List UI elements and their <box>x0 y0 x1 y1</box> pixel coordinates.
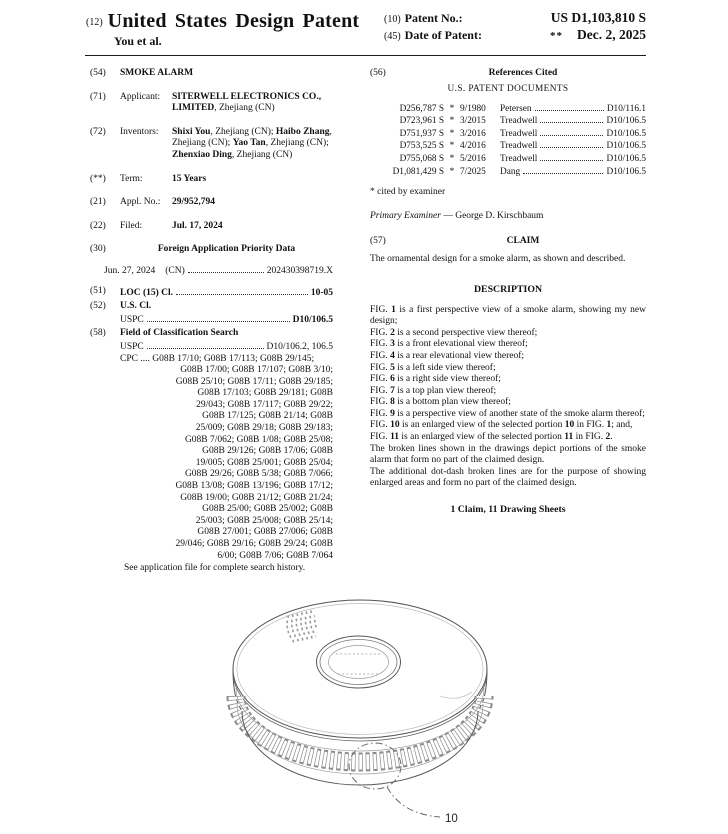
header-divider <box>85 55 646 56</box>
references-heading-entry <box>370 68 646 80</box>
leader-line <box>387 787 440 817</box>
reference-row <box>378 102 646 115</box>
term-extension-asterisks: ** <box>550 30 564 42</box>
field-code-56: (56) <box>370 68 386 78</box>
ref-date: 3/2016 <box>460 128 486 139</box>
ref-name: Treadwell <box>500 128 538 139</box>
patent-no-label: Patent No.: <box>404 11 463 25</box>
code-10: (10) <box>384 14 401 25</box>
figure-description: FIG. 2 is a second perspective view thereof; <box>370 327 538 338</box>
ref-name: Treadwell <box>500 116 538 127</box>
ref-class: D10/106.5 <box>606 153 646 164</box>
filed-entry <box>90 221 333 233</box>
description-heading: DESCRIPTION <box>473 283 543 295</box>
cpc-line: G08B 13/08; G08B 13/196; G08B 17/12; <box>175 481 333 492</box>
ref-class: D10/106.5 <box>606 128 646 139</box>
inventors-entry <box>90 127 333 162</box>
ref-examiner-star: * <box>449 141 455 152</box>
loc-label: LOC (15) Cl. <box>120 287 174 298</box>
cpc-line: G08B 17/00; G08B 17/107; G08B 3/10; <box>180 365 333 376</box>
ref-class: D10/106.5 <box>606 141 646 152</box>
reference-row <box>378 139 646 152</box>
priority-number: 202430398719.X <box>266 265 333 276</box>
cpc-line: G08B 17/103; G08B 29/181; G08B <box>197 388 333 399</box>
authors: You et al. <box>114 34 162 48</box>
appl-no-label: Appl. No.: <box>120 197 161 208</box>
cpc-line: G08B 7/062; G08B 1/08; G08B 25/08; <box>184 434 333 445</box>
dot-dash-statement: The additional dot-dash broken lines are for the purpose of showing enlarged areas and form no part of the claimed design. <box>370 466 646 489</box>
dotted-leader <box>523 165 603 174</box>
page-title: United States Design Patent <box>107 10 360 32</box>
ref-number: D755,068 S <box>399 153 444 164</box>
cited-by-examiner-note: * cited by examiner <box>370 187 446 198</box>
field-code-72: (72) <box>90 126 106 137</box>
ref-date: 7/2025 <box>460 166 486 177</box>
patent-number: US D1,103,810 S <box>550 10 646 25</box>
ref-number: D1,081,429 S <box>392 166 444 177</box>
ref-name: Treadwell <box>500 153 538 164</box>
patent-date: Dec. 2, 2025 <box>577 27 646 42</box>
field-code-54: (54) <box>90 68 106 78</box>
inventors-value: Shixi You, Zhejiang (CN); Haibo Zhang, Zhejiang (CN); Yao Tan, Zhejiang (CN); Zhenxiao Ding, Zhejiang (CN) <box>172 126 332 160</box>
ref-number: D751,937 S <box>399 128 444 139</box>
code-45: (45) <box>384 31 401 42</box>
broken-lines-statement: The broken lines shown in the drawings depict portions of the smoke alarm that form no part of the claimed design. <box>370 443 646 466</box>
dotted-leader <box>535 102 604 111</box>
dotted-leader <box>188 264 264 273</box>
ref-examiner-star: * <box>449 128 455 139</box>
date-of-patent-label: Date of Patent: <box>404 28 482 42</box>
field-of-search-entry <box>90 328 333 574</box>
code-12: (12) <box>86 17 103 28</box>
right-column <box>370 68 646 587</box>
field-code-71: (71) <box>90 91 106 102</box>
cpc-line: G08B 29/126; G08B 17/06; G08B <box>202 446 333 457</box>
invention-title: SMOKE ALARM <box>120 68 194 78</box>
cpc-line: 25/009; G08B 29/18; G08B 29/183; <box>195 423 333 434</box>
field-of-search-label: Field of Classification Search <box>120 328 239 339</box>
loc-class-entry <box>90 286 333 300</box>
cpc-line: G08B 17/125; G08B 21/14; G08B <box>202 411 333 422</box>
uspc-label: USPC <box>120 314 144 325</box>
us-cl-label: U.S. Cl. <box>120 301 152 312</box>
field-code-22: (22) <box>90 220 106 231</box>
test-button-outer <box>317 636 401 688</box>
ref-examiner-star: * <box>449 116 455 127</box>
field-code-52: (52) <box>90 301 106 312</box>
uspc-value: D10/106.5 <box>292 314 333 325</box>
cpc-line: G08B 19/00; G08B 21/12; G08B 21/24; <box>180 492 333 503</box>
figure-description: FIG. 9 is a perspective view of another state of the smoke alarm thereof; <box>370 408 645 419</box>
smoke-alarm-figure <box>140 588 590 834</box>
ref-class: D10/106.5 <box>606 166 646 177</box>
figure-description: FIG. 11 is an enlarged view of the selected portion 11 in FIG. 2. <box>370 432 613 443</box>
us-patent-documents-heading: U.S. PATENT DOCUMENTS <box>447 83 569 94</box>
ref-number: D723,961 S <box>399 116 444 127</box>
ref-examiner-star: * <box>449 166 455 177</box>
left-column <box>90 68 333 587</box>
cpc-line: 25/003; G08B 25/008; G08B 25/14; <box>195 515 333 526</box>
ref-date: 9/1980 <box>460 103 486 114</box>
appl-no-value: 29/952,794 <box>172 197 216 208</box>
figure-label-10: 10 <box>445 813 458 825</box>
reference-row <box>378 127 646 140</box>
filed-label: Filed: <box>120 220 143 231</box>
cpc-line: G08B 25/10; G08B 17/11; G08B 29/185; <box>175 376 333 387</box>
cpc-line: 29/043; G08B 17/117; G08B 29/22; <box>196 399 333 410</box>
inventors-label: Inventors: <box>120 126 159 137</box>
figure-description: FIG. 8 is a bottom plan view thereof; <box>370 397 511 408</box>
cpc-line: G08B 25/00; G08B 25/002; G08B <box>202 504 333 515</box>
ref-number: D256,787 S <box>399 103 444 114</box>
foreign-priority-heading: Foreign Application Priority Data <box>157 244 296 255</box>
references-table <box>378 102 646 178</box>
field-code-term: (**) <box>90 173 106 184</box>
field-code-51: (51) <box>90 285 106 296</box>
invention-title-entry <box>90 68 333 80</box>
field-uspc-label: USPC <box>120 341 144 352</box>
cpc-line: 6/00; G08B 7/06; G08B 7/064 <box>217 550 333 561</box>
ref-class: D10/106.5 <box>606 116 646 127</box>
claim-heading: CLAIM <box>506 236 540 247</box>
cpc-line: CPC .... G08B 17/10; G08B 17/113; G08B 29/145; <box>120 353 315 364</box>
ref-date: 4/2016 <box>460 141 486 152</box>
bibliographic-body <box>90 68 646 587</box>
figure-description: FIG. 5 is a left side view thereof; <box>370 362 496 373</box>
claim-text: The ornamental design for a smoke alarm, as shown and described. <box>370 253 626 264</box>
field-code-58: (58) <box>90 328 106 339</box>
figure-svg <box>140 588 590 834</box>
term-entry <box>90 174 333 186</box>
reference-row <box>378 152 646 165</box>
ref-name: Petersen <box>500 103 532 114</box>
foreign-priority-data-entry <box>90 264 333 278</box>
dotted-leader <box>540 139 603 148</box>
primary-examiner-line: Primary Examiner — George D. Kirschbaum <box>370 210 544 221</box>
ref-date: 3/2015 <box>460 116 486 127</box>
dotted-leader <box>540 152 603 161</box>
priority-date: Jun. 27, 2024 <box>104 265 156 276</box>
us-class-entry <box>90 301 333 326</box>
field-code-57: (57) <box>370 236 386 247</box>
figure-description: FIG. 3 is a front elevational view thereof; <box>370 339 528 350</box>
figure-description: FIG. 10 is an enlarged view of the selected portion 10 in FIG. 1; and, <box>370 420 633 431</box>
field-uspc-value: D10/106.2, 106.5 <box>266 341 333 352</box>
field-code-30: (30) <box>90 244 106 255</box>
ref-class: D10/116.1 <box>606 103 646 114</box>
reference-row <box>378 165 646 178</box>
ref-examiner-star: * <box>449 103 455 114</box>
figure-description: FIG. 7 is a top plan view thereof; <box>370 385 497 396</box>
patent-header <box>86 10 646 49</box>
dotted-leader <box>147 340 264 349</box>
cpc-line: G08B 29/26; G08B 5/38; G08B 7/066; <box>184 469 333 480</box>
applicant-entry <box>90 92 333 115</box>
dotted-leader <box>540 114 603 123</box>
ref-examiner-star: * <box>449 153 455 164</box>
claims-sheets-note: 1 Claim, 11 Drawing Sheets <box>450 504 566 516</box>
priority-indent <box>90 264 104 278</box>
claim-heading-entry <box>370 236 646 248</box>
reference-row <box>378 114 646 127</box>
cpc-line: 29/046; G08B 29/16; G08B 29/24; G08B <box>175 539 333 549</box>
loc-value: 10-05 <box>310 287 333 298</box>
figure-description: FIG. 4 is a rear elevational view thereof; <box>370 350 525 361</box>
applicant-label: Applicant: <box>120 91 161 102</box>
dotted-leader <box>540 127 603 136</box>
dotted-leader <box>176 286 308 295</box>
description-list <box>370 305 646 491</box>
cpc-line: 19/005; G08B 25/001; G08B 25/04; <box>195 457 333 468</box>
figure-description: FIG. 6 is a right side view thereof; <box>370 374 501 385</box>
figure-description: FIG. 1 is a first perspective view of a smoke alarm, showing my new design; <box>370 304 646 327</box>
filed-value: Jul. 17, 2024 <box>172 220 223 231</box>
application-number-entry <box>90 197 333 209</box>
ref-name: Treadwell <box>500 141 538 152</box>
applicant-value: SITERWELL ELECTRONICS CO., LIMITED, Zhejiang (CN) <box>172 91 322 114</box>
field-code-21: (21) <box>90 197 106 208</box>
ref-name: Dang <box>500 166 521 177</box>
ref-date: 5/2016 <box>460 153 486 164</box>
ref-number: D753,525 S <box>399 141 444 152</box>
term-label: Term: <box>120 173 143 184</box>
foreign-priority-heading-entry <box>90 244 333 256</box>
cpc-line: G08B 27/001; G08B 27/006; G08B <box>197 527 333 538</box>
dotted-leader <box>147 313 290 322</box>
search-history-note: See application file for complete search history. <box>124 563 306 574</box>
references-cited-heading: References Cited <box>488 68 558 78</box>
term-value: 15 Years <box>172 173 207 184</box>
priority-country: (CN) <box>165 265 185 276</box>
